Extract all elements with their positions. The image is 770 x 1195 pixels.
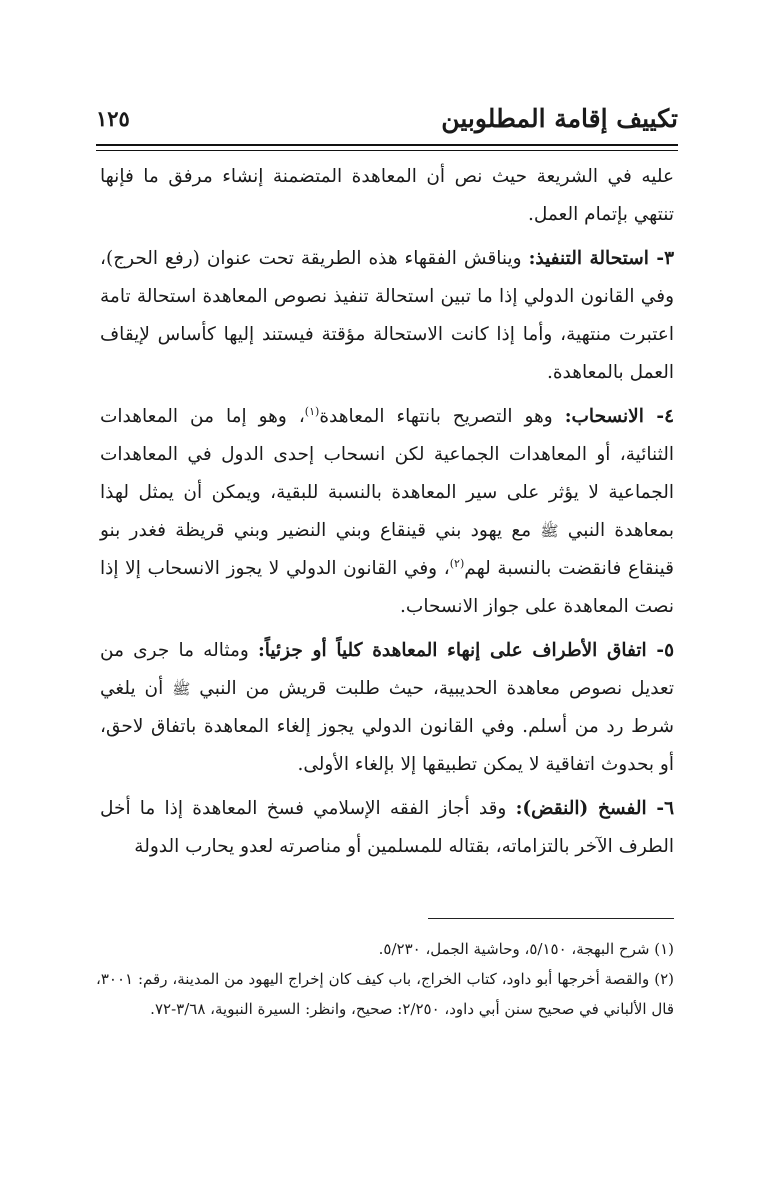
footnote-2: (٢) والقصة أخرجها أبو داود، كتاب الخراج، باب كيف كان إخراج اليهود من المدينة، رقم: ٣٠٠١، قال الألباني في صحيح سنن أبي داود، ٢/٢٥٠: صحيح، وانظر: السيرة النبوية، ٣/٦٨-٧٢. bbox=[96, 970, 674, 1018]
page-number: ١٢٥ bbox=[96, 106, 130, 131]
paragraph-withdrawal bbox=[100, 398, 674, 626]
text-annulment: وقد أجاز الفقه الإسلامي فسخ المعاهدة إذا ما أخل الطرف الآخر بالتزاماته، بقتاله للمسلمين أو مناصرته لعدو يحارب الدولة bbox=[100, 798, 674, 857]
paragraph-continuation: عليه في الشريعة حيث نص أن المعاهدة المتضمنة إنشاء مرفق ما فإنها تنتهي بإتمام العمل. bbox=[100, 166, 674, 225]
footnote-separator bbox=[428, 918, 674, 919]
text-withdrawal-c: مع يهود بني قينقاع وبني النضير وبني قريظة فغدر بنو قينقاع فانقضت بالنسبة لهم bbox=[100, 520, 674, 579]
text-agreement-b: أن يلغي شرط رد من أسلم. وفي القانون الدولي يجوز إلغاء المعاهدة باتفاق لاحق، أو بحدوث اتفاقية لا يمكن تطبيقها إلا بإلغاء الأولى. bbox=[100, 678, 674, 775]
text-withdrawal-d: ، وفي القانون الدولي لا يجوز الانسحاب إلا إذا نصت المعاهدة على جواز الانسحاب. bbox=[100, 558, 674, 617]
running-title: تكييف إقامة المطلوبين bbox=[441, 104, 678, 133]
text-withdrawal-a: وهو التصريح بانتهاء المعاهدة bbox=[319, 406, 565, 427]
header-rule-thick bbox=[96, 144, 678, 146]
paragraph-agreement bbox=[100, 632, 674, 784]
heading-agreement: ٥- اتفاق الأطراف على إنهاء المعاهدة كلياً أو جزئياً: bbox=[257, 640, 674, 661]
text-impossibility: ويناقش الفقهاء هذه الطريقة تحت عنوان (رفع الحرج)، وفي القانون الدولي إذا ما تبين استحالة تنفيذ نصوص المعاهدة استحالة تامة اعتبرت منتهية، وأما إذا كانت الاستحالة مؤقتة فيستند إليها كأساس لإيقاف العمل بالمعاهدة. bbox=[100, 248, 674, 383]
text-agreement-a: ومثاله ما جرى من تعديل نصوص معاهدة الحديبية، حيث طلبت قريش من النبي bbox=[100, 640, 674, 699]
footnote-ref-1[interactable]: (١) bbox=[304, 404, 320, 418]
paragraph-impossibility bbox=[100, 240, 674, 392]
heading-withdrawal: ٤- الانسحاب: bbox=[564, 406, 674, 427]
footnote-1: (١) شرح البهجة، ٥/١٥٠، وحاشية الجمل، ٥/٢٣٠. bbox=[378, 940, 674, 958]
footnote-ref-2[interactable]: (٢) bbox=[449, 556, 465, 570]
salutation-symbol: ﷺ bbox=[172, 680, 191, 698]
main-text bbox=[100, 158, 674, 872]
page-header bbox=[96, 104, 678, 144]
heading-annulment: ٦- الفسخ (النقض): bbox=[515, 798, 674, 819]
header-rule-thin bbox=[96, 150, 678, 151]
heading-impossibility: ٣- استحالة التنفيذ: bbox=[528, 248, 674, 269]
salutation-symbol: ﷺ bbox=[540, 522, 559, 540]
paragraph-annulment bbox=[100, 790, 674, 866]
text-withdrawal-b: ، وهو إما من المعاهدات الثنائية، أو المعاهدات الجماعية لكن انسحاب إحدى الدول في المعاهدات الجماعية لا يؤثر على سير المعاهدة بالنسبة للبقية، ويمكن أن يمثل لهذا بمعاهدة النبي bbox=[100, 406, 674, 541]
footnotes bbox=[96, 934, 674, 1024]
